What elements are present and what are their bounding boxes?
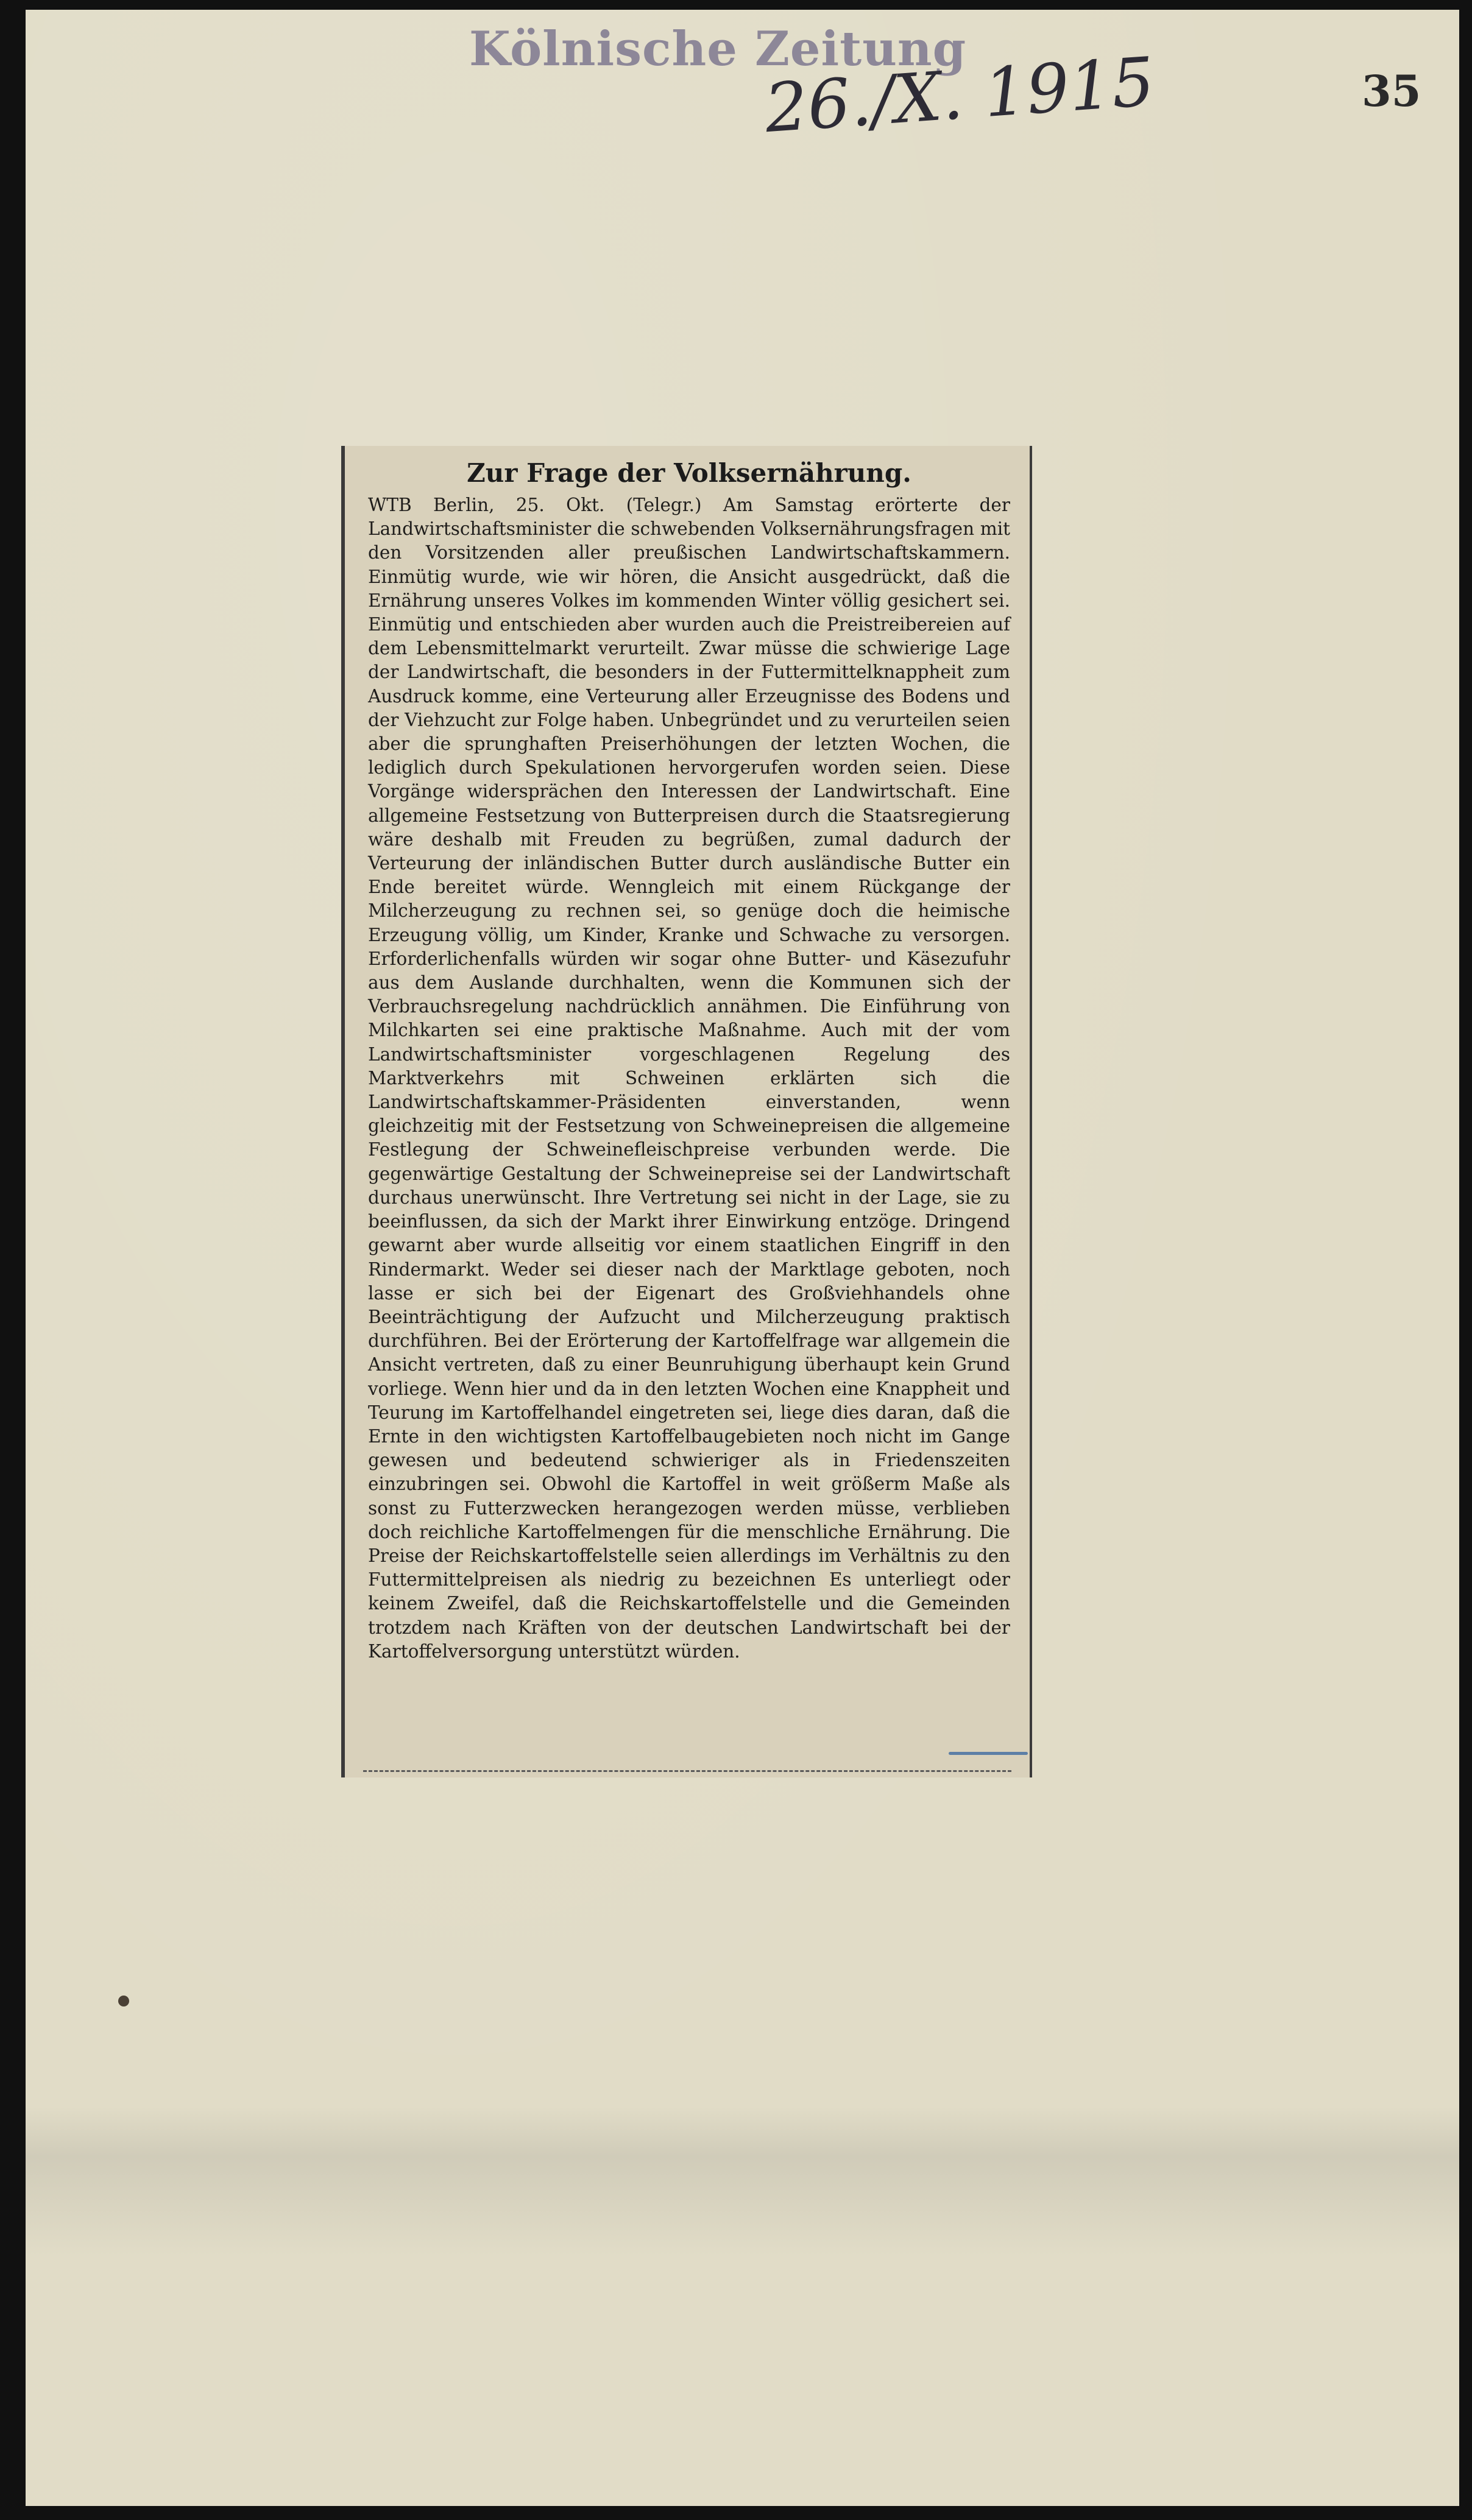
clipping-divider — [363, 1770, 1011, 1774]
article-headline: Zur Frage der Volksernährung. — [467, 458, 911, 488]
handwritten-date: 26./X. 1915 — [762, 42, 1157, 148]
ink-dot — [118, 1996, 129, 2006]
page-number: 35 — [1362, 66, 1421, 116]
blue-pencil-mark — [949, 1752, 1028, 1755]
newspaper-stamp: Kölnische Zeitung — [469, 21, 967, 77]
newspaper-clipping — [341, 446, 1032, 1777]
article-body: WTB Berlin, 25. Okt. (Telegr.) Am Samstag erörterte der Landwirtschaftsminister die schwebenden Volksernährungsfragen mit den Vorsitzenden aller preußischen Landwirtschaftskammern. Einmütig wurde, wie wir hören, die Ansicht ausgedrückt, daß die Ernährung unseres Volkes im kommenden Winter völlig gesichert sei. Einmütig und entschieden aber wurden auch die Preistreibereien auf dem Lebensmittelmarkt verurteilt. Zwar müsse die schwierige Lage der Landwirtschaft, die besonders in der Futtermittelknappheit zum Ausdruck komme, eine Verteurung aller Erzeugnisse des Bodens und der Viehzucht zur Folge haben. Unbegründet und zu verurteilen seien aber die sprunghaften Preiserhöhungen der letzten Wochen, die lediglich durch Spekulationen hervorgerufen worden seien. Diese Vorgänge widersprächen den Interessen der Landwirtschaft. Eine allgemeine Festsetzung von Butterpreisen durch die Staatsregierung wäre deshalb mit Freuden zu begrüßen, zumal dadurch der Verteurung der inländischen Butter durch ausländische Butter ein Ende bereitet würde. Wenngleich mit einem Rückgange der Milcherzeugung zu rechnen sei, so genüge doch die heimische Erzeugung völlig, um Kinder, Kranke und Schwache zu versorgen. Erforderlichenfalls würden wir sogar ohne Butter- und Käsezufuhr aus dem Auslande durchhalten, wenn die Kommunen sich der Verbrauchsregelung nachdrücklich annähmen. Die Einführung von Milchkarten sei eine praktische Maßnahme. Auch mit der vom Landwirtschaftsminister vorgeschlagenen Regelung des Marktverkehrs mit Schweinen erklärten sich die Landwirtschaftskammer-Präsidenten einverstanden, wenn gleichzeitig mit der Festsetzung von Schweinepreisen die allgemeine Festlegung der Schweinefleischpreise verbunden werde. Die gegenwärtige Gestaltung der Schweinepreise sei der Landwirtschaft durchaus unerwünscht. Ihre Vertretung sei nicht in der Lage, sie zu beeinflussen, da sich der Markt ihrer Einwirkung entzöge. Dringend gewarnt aber wurde allseitig vor einem staatlichen Eingriff in den Rindermarkt. Weder sei dieser nach der Marktlage geboten, noch lasse er sich bei der Eigenart des Großviehhandels ohne Beeinträchtigung der Aufzucht und Milcherzeugung praktisch durchführen. Bei der Erörterung der Kartoffelfrage war allgemein die Ansicht vertreten, daß zu einer Beunruhigung überhaupt kein Grund vorliege. Wenn hier und da in den letzten Wochen eine Knappheit und Teurung im Kartoffelhandel eingetreten sei, liege dies daran, daß die Ernte in den wichtigsten Kartoffelbaugebieten noch nicht im Gange gewesen und bedeutend schwieriger als in Friedenszeiten einzubringen sei. Obwohl die Kartoffel in weit größerm Maße als sonst zu Futterzwecken herangezogen werden müsse, verblieben doch reichliche Kartoffelmengen für die menschliche Ernährung. Die Preise der Reichskartoffelstelle seien allerdings im Verhältnis zu den Futtermittelpreisen als niedrig zu bezeichnen Es unterliegt oder keinem Zweifel, daß die Reichskartoffelstelle und die Gemeinden trotzdem nach Kräften von der deutschen Landwirtschaft bei der Kartoffelversorgung unterstützt würden. — [368, 495, 1010, 1662]
